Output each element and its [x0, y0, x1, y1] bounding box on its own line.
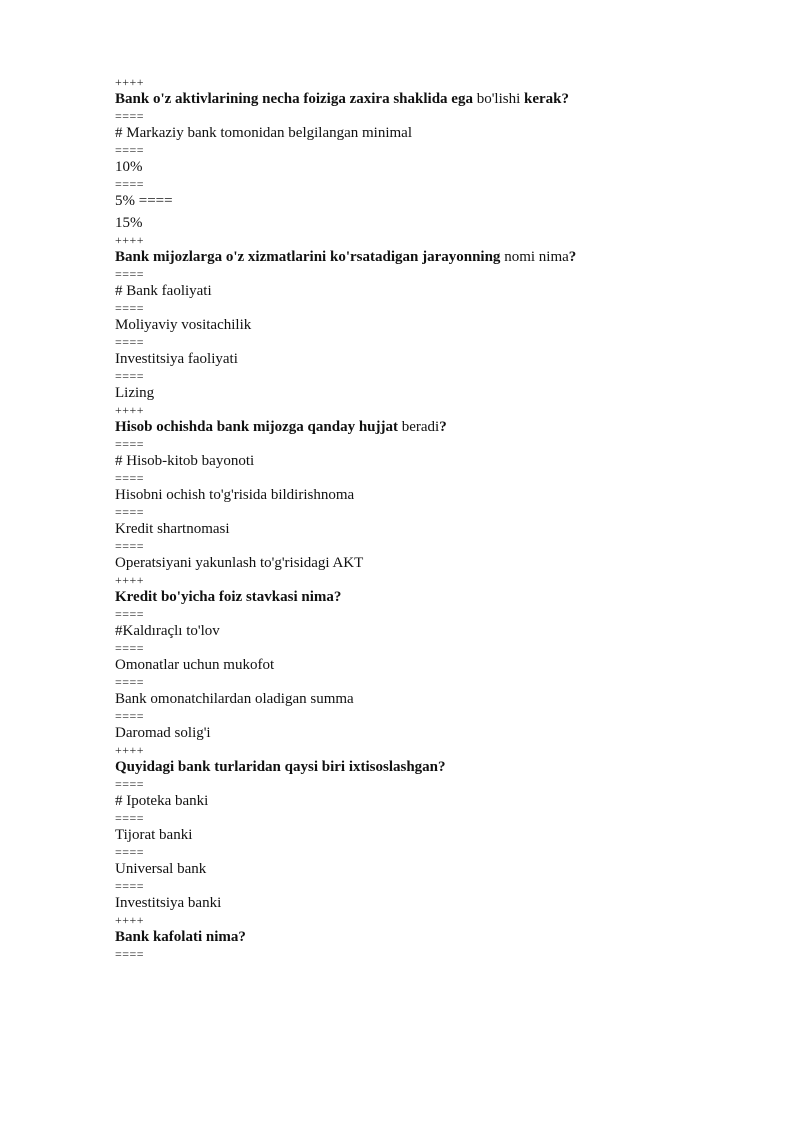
answer-option: 5% ====: [115, 193, 173, 209]
option-separator: ====: [115, 301, 145, 315]
option-separator: ====: [115, 607, 145, 621]
option-separator: ====: [115, 845, 145, 859]
option-separator: ====: [115, 675, 145, 689]
question-text: Bank o'z aktivlarining necha foiziga zaxira shaklida ega bo'lishi kerak?: [115, 91, 569, 107]
option-separator: ====: [115, 335, 145, 349]
answer-option: 10%: [115, 159, 143, 175]
question-text: Hisob ochishda bank mijozga qanday hujjat beradi?: [115, 419, 447, 435]
document-page: [115, 76, 755, 960]
answer-option: Investitsiya banki: [115, 895, 222, 911]
answer-option: # Bank faoliyati: [115, 283, 212, 299]
option-separator: ====: [115, 437, 145, 451]
option-separator: ====: [115, 471, 145, 485]
answer-option: # Ipoteka banki: [115, 793, 209, 809]
option-separator: ====: [115, 811, 145, 825]
question-separator: ++++: [115, 403, 145, 417]
answer-option: #Kaldıraçlı to'lov: [115, 623, 220, 639]
option-separator: ====: [115, 709, 145, 723]
answer-option: Kredit shartnomasi: [115, 521, 230, 537]
answer-option: Hisobni ochish to'g'risida bildirishnoma: [115, 487, 355, 503]
option-separator: ====: [115, 947, 145, 961]
question-separator: ++++: [115, 743, 145, 757]
answer-option: Tijorat banki: [115, 827, 193, 843]
question-text: Quyidagi bank turlaridan qaysi biri ixtisoslashgan?: [115, 759, 446, 775]
answer-option: Daromad solig'i: [115, 725, 211, 741]
answer-option: Omonatlar uchun mukofot: [115, 657, 275, 673]
answer-option: Bank omonatchilardan oladigan summa: [115, 691, 354, 707]
question-separator: ++++: [115, 913, 145, 927]
answer-option: 15%: [115, 215, 143, 231]
answer-option: Investitsiya faoliyati: [115, 351, 238, 367]
answer-option: Universal bank: [115, 861, 207, 877]
answer-option: Operatsiyani yakunlash to'g'risidagi AKT: [115, 555, 364, 571]
question-text: Kredit bo'yicha foiz stavkasi nima?: [115, 589, 342, 605]
option-separator: ====: [115, 539, 145, 553]
option-separator: ====: [115, 177, 145, 191]
answer-option: Lizing: [115, 385, 155, 401]
question-text: Bank kafolati nima?: [115, 929, 246, 945]
question-separator: ++++: [115, 573, 145, 587]
option-separator: ====: [115, 369, 145, 383]
answer-option: # Markaziy bank tomonidan belgilangan minimal: [115, 125, 413, 141]
option-separator: ====: [115, 641, 145, 655]
option-separator: ====: [115, 505, 145, 519]
option-separator: ====: [115, 143, 145, 157]
question-separator: ++++: [115, 233, 145, 247]
option-separator: ====: [115, 879, 145, 893]
answer-option: # Hisob-kitob bayonoti: [115, 453, 255, 469]
question-text: Bank mijozlarga o'z xizmatlarini ko'rsatadigan jarayonning nomi nima?: [115, 249, 577, 265]
option-separator: ====: [115, 267, 145, 281]
question-separator: ++++: [115, 75, 145, 89]
option-separator: ====: [115, 777, 145, 791]
option-separator: ====: [115, 109, 145, 123]
answer-option: Moliyaviy vositachilik: [115, 317, 252, 333]
